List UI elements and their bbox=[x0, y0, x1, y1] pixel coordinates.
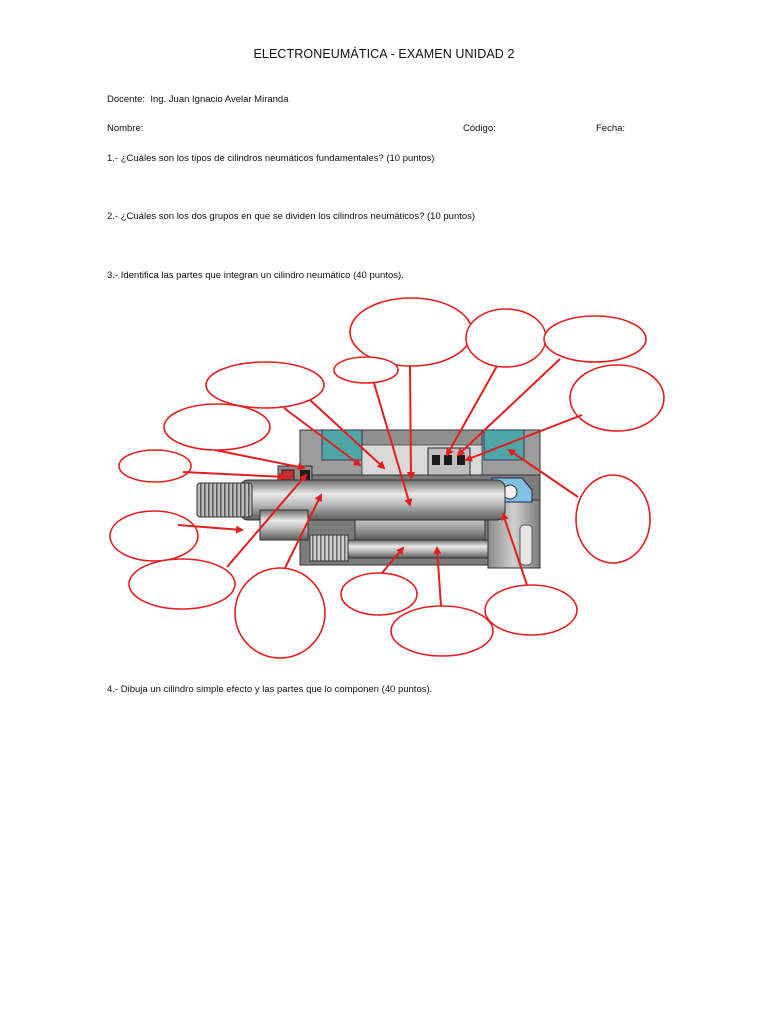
label-blank-8[interactable] bbox=[119, 450, 191, 482]
date-label: Fecha: bbox=[596, 123, 626, 134]
label-blank-5[interactable] bbox=[206, 362, 324, 408]
name-label: Nombre: bbox=[107, 123, 144, 134]
tie-rod-thread bbox=[310, 535, 348, 561]
label-blank-3[interactable] bbox=[544, 316, 646, 362]
label-blank-1[interactable] bbox=[350, 298, 472, 366]
cylinder-diagram bbox=[0, 290, 768, 670]
label-blank-9[interactable] bbox=[576, 475, 650, 563]
label-blank-15[interactable] bbox=[391, 606, 493, 656]
teacher-row bbox=[107, 94, 289, 105]
piston-seal-2 bbox=[444, 455, 452, 465]
teacher-label: Docente: bbox=[107, 94, 146, 105]
question-3: 3.- Identifica las partes que integran un cilindro neumático (40 puntos). bbox=[107, 270, 404, 281]
label-blank-4[interactable] bbox=[334, 357, 398, 383]
exam-title: ELECTRONEUMÁTICA - EXAMEN UNIDAD 2 bbox=[253, 47, 515, 61]
question-4: 4.- Dibuja un cilindro simple efecto y las partes que lo componen (40 puntos). bbox=[107, 684, 433, 695]
arrow-1 bbox=[410, 366, 411, 478]
label-blank-14[interactable] bbox=[485, 585, 577, 635]
label-blank-12[interactable] bbox=[235, 568, 325, 658]
question-2: 2.- ¿Cuáles son los dos grupos en que se dividen los cilindros neumáticos? (10 puntos) bbox=[107, 211, 476, 222]
arrow-8 bbox=[215, 450, 304, 468]
code-label: Código: bbox=[463, 123, 496, 134]
end-cap-bolt bbox=[520, 525, 532, 565]
arrow-9 bbox=[183, 472, 285, 477]
label-blank-11[interactable] bbox=[129, 559, 235, 609]
label-blank-13[interactable] bbox=[341, 573, 417, 615]
question-1: 1.- ¿Cuáles son los tipos de cilindros neumáticos fundamentales? (10 puntos) bbox=[107, 153, 435, 164]
teacher-name: Ing. Juan Ignacio Avelar Miranda bbox=[150, 94, 289, 105]
label-blank-6[interactable] bbox=[570, 365, 664, 431]
wiper-seal bbox=[282, 470, 294, 480]
tie-rod bbox=[345, 540, 495, 558]
label-blank-2[interactable] bbox=[466, 309, 546, 367]
label-blank-10[interactable] bbox=[110, 511, 198, 561]
rod-thread bbox=[197, 483, 252, 517]
front-seal-teal bbox=[322, 430, 362, 460]
piston-seal-3 bbox=[457, 455, 465, 465]
piston-seal-1 bbox=[432, 455, 440, 465]
label-blank-7[interactable] bbox=[164, 404, 270, 450]
